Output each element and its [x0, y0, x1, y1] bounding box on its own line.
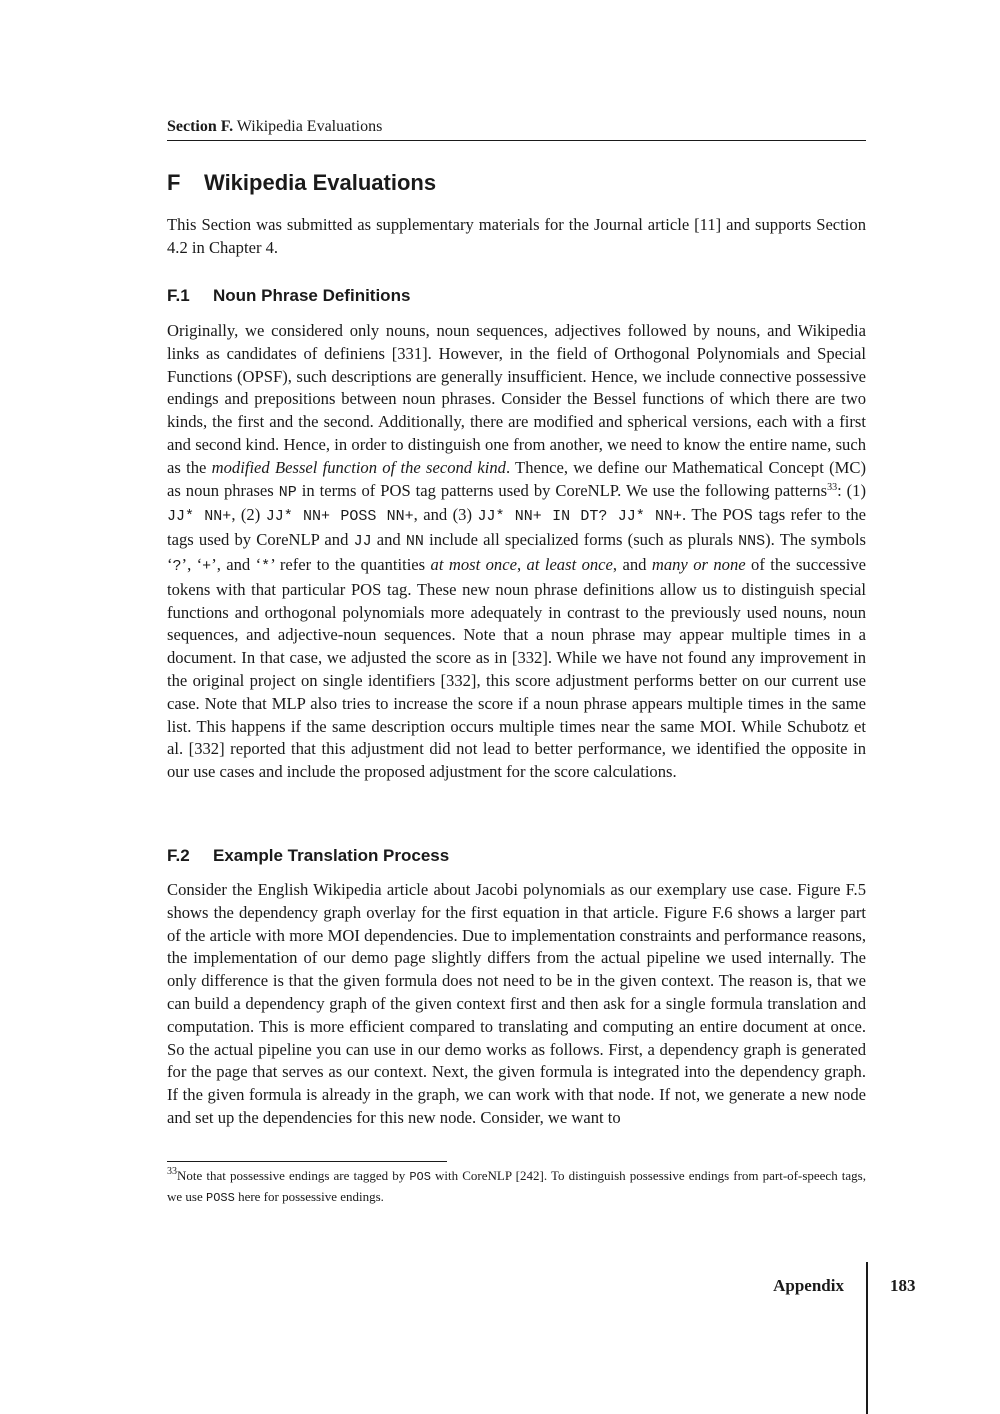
code-pattern-3: JJ* NN+ IN DT? JJ* NN+ — [477, 508, 683, 526]
footer-chapter-label: Appendix — [773, 1276, 844, 1295]
section-intro: This Section was submitted as supplementary materials for the Journal article [11] and supports Section 4.2 in Chapter 4. — [167, 215, 866, 257]
footer-divider — [866, 1262, 868, 1414]
code-jj: JJ — [353, 533, 372, 551]
code-pattern-2: JJ* NN+ POSS NN+ — [265, 508, 414, 526]
footnote-number: 33 — [167, 1166, 177, 1177]
subsection-number: F.2 — [167, 846, 190, 865]
code-poss: POSS — [206, 1191, 235, 1205]
code-nn: NN — [405, 533, 424, 551]
code-star: * — [261, 557, 271, 575]
emphasis: at least once — [526, 554, 613, 574]
emphasis: modified Bessel function of the second kind — [211, 457, 506, 477]
code-plus: + — [202, 557, 212, 575]
subsection-title: Noun Phrase Definitions — [213, 286, 411, 305]
code-pos: POS — [409, 1170, 431, 1184]
footnote-reference: 33 — [827, 481, 838, 493]
code-nns: NNS — [738, 533, 766, 551]
subsection-heading-f2 — [167, 844, 449, 868]
footnote: $^{33}$Note that possessive endings are tagged by POS with CoreNLP [242]. To distinguish possessive endings from part-of-speech tags, we use POSS here for possessive endings. — [167, 1166, 866, 1205]
code-pattern-1: JJ* NN+ — [167, 508, 232, 526]
section-number: F — [167, 170, 181, 195]
code-question: ? — [172, 557, 182, 575]
subsection-title: Example Translation Process — [213, 846, 450, 865]
paragraph-noun-phrase-definitions: Originally, we considered only nouns, noun sequences, adjectives followed by nouns, and Wikipedia links as candidates of definiens [331]. However, in the field of Orthogonal Polynomials and Special Functions (OPSF), such descriptions are generally insufficient. Hence, we include connective possessive endings and prepositions between noun phrases. Consider the Bessel functions of which there are two kinds, the first and the second. Additionally, there are modified and spherical versions, each with a first and second kind. Hence, in order to distinguish one from another, we need to know the entire name, such as the modified Bessel function of the second kind. Thence, we define our Mathematical Concept (MC) as noun phrases NP in terms of POS tag patterns used by CoreNLP. We use the following patterns$^{33}$: (1) JJ* NN+, (2) JJ* NN+ POSS NN+, and (3) JJ* NN+ IN DT? JJ* NN+. The POS tags refer to the tags used by CoreNLP and JJ and NN include all specialized forms (such as plurals NNS). The symbols ‘?’, ‘+’, and ‘*’ refer to the quantities at most once, at least once, and many or none of the successive tokens with that particular POS tag. These new noun phrase definitions allow us to distinguish special functions and orthogonal polynomials more adequately in contrast to the previously used nouns, noun sequences, and adjective-noun sequences. Note that a noun phrase may appear multiple times in a document. In that case, we adjusted the score as in [332]. While we have not found any improvement in the original project on single identifiers [332], this score adjustment performs better on our current use case. Note that MLP also tries to increase the score if a noun phrase appears multiple times in the same list. This happens if the same description occurs multiple times near the same MOI. While Schubotz et al. [332] reported that this adjustment did not lead to better performance, we identified the opposite in our use cases and include the proposed adjustment for the score calculations. — [167, 321, 867, 782]
subsection-number: F.1 — [167, 286, 190, 305]
footnote-divider — [167, 1161, 447, 1162]
emphasis: at most once — [430, 554, 517, 574]
section-heading — [167, 168, 436, 198]
emphasis: many or none — [651, 554, 746, 574]
subsection-heading-f1 — [167, 284, 410, 308]
running-header — [167, 116, 866, 141]
page-number: 183 — [890, 1276, 916, 1295]
running-header-title: Wikipedia Evaluations — [236, 118, 383, 135]
code-np: NP — [278, 483, 297, 501]
running-header-label: Section F. — [167, 118, 234, 135]
section-title: Wikipedia Evaluations — [204, 170, 437, 195]
paragraph-example-translation: Consider the English Wikipedia article about Jacobi polynomials as our exemplary use case. Figure F.5 shows the dependency graph overlay for the first equation in that article. Figure F.6 shows a larger part of the article with more MOI dependencies. Due to implementation constraints and performance reasons, the implementation of our demo page slightly differs from the actual pipeline we used internally. The only difference is that the given formula does not need to be in the given context. The reason is, that we can build a dependency graph of the given context first and then ask for a single formula translation and computation. This is more efficient compared to translating and computing an entire document at once. So the actual pipeline you can use in our demo works as follows. First, a dependency graph is generated for the page that serves as our context. Next, the given formula is integrated into the dependency graph. If the given formula is already in the graph, we can work with that node. If not, we generate a new node and set up the dependencies for this new node. Consider, we want to — [167, 880, 866, 1127]
